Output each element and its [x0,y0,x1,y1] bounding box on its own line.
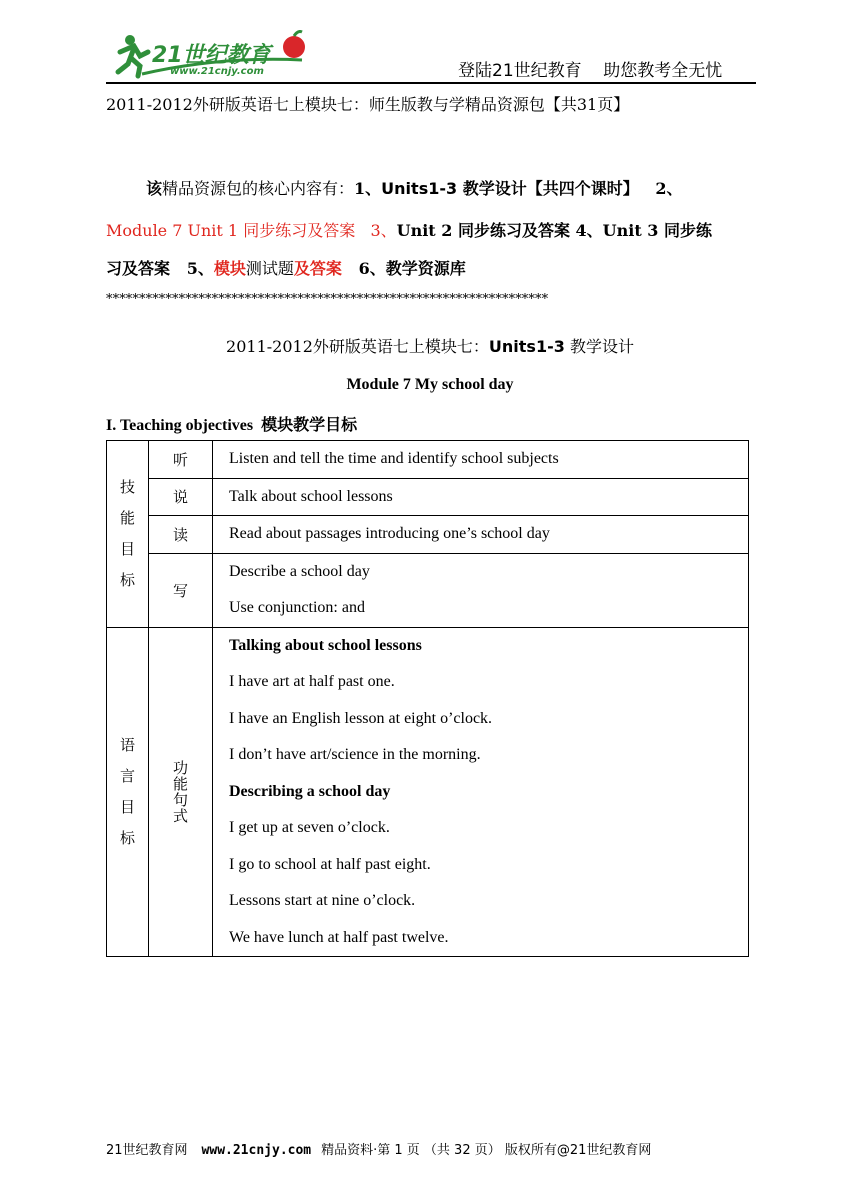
content-line: We have lunch at half past twelve. [229,928,449,946]
content-subheading: Talking about school lessons [229,636,422,654]
footer-left: 21世纪教育网 [106,1143,188,1158]
objectives-table [106,440,749,957]
skill-sub-cell: 听 [149,441,213,479]
skill-sub-cell: 读 [149,516,213,554]
header-slogan: 登陆21世纪教育 助您教考全无忧 [458,61,723,81]
section-title-part: 2011-2012外研版英语七上模块七： [226,337,489,356]
intro-line-3 [106,256,466,279]
skill-content-cell [213,516,749,554]
category-char: 技 [119,477,135,496]
footer-right: 精品资料·第 1 页 （共 32 页） 版权所有@21世纪教育网 [321,1143,652,1158]
module-title: Module 7 My school day [346,376,514,393]
objectives-heading-zh: 模块教学目标 [261,415,358,434]
content-line: Describe a school day [229,562,370,580]
skill-content-cell [213,478,749,516]
category-char: 式 [172,806,188,825]
category-char: 目 [119,539,135,558]
intro-line-2 [106,218,712,241]
intro-text: Unit 2 同步练习及答案 4、Unit 3 同步练 [396,221,713,240]
category-char: 言 [119,766,135,785]
content-line: Use conjunction: and [229,599,365,616]
site-logo[interactable] [112,30,312,82]
category-char: 句 [172,790,188,809]
content-line: I get up at seven o’clock. [229,819,390,836]
footer-site-link[interactable]: www.21cnjy.com [201,1143,312,1158]
intro-text: Units1-3 [381,179,458,198]
intro-text: 精品资源包的核心内容有： [162,179,355,198]
objectives-heading [106,412,357,435]
category-char: 语 [119,735,135,754]
intro-text: 模块 [213,259,246,278]
content-line: I don’t have art/science in the morning. [229,746,481,763]
content-subheading: Describing a school day [229,782,391,800]
content-line: I have an English lesson at eight o’clock. [229,709,493,727]
intro-text: 该 [146,179,163,198]
category-char: 标 [119,570,135,589]
intro-text: 习及答案 5、 [106,259,214,278]
intro-text: 教学设计【共四个课时】 2、 [457,179,683,198]
content-line: Lessons start at nine o’clock. [229,892,416,909]
content-line: I have art at half past one. [229,673,395,690]
skill-content-cell [213,553,749,627]
table-row [107,478,749,516]
section-title-part: Units1-3 [488,337,565,356]
language-content-cell [213,627,749,957]
category-char: 目 [119,797,135,816]
content-line: Read about passages introducing one’s school day [229,525,550,542]
table-row [107,627,749,957]
logo-url: www.21cnjy.com [170,66,264,77]
content-line: Talk about school lessons [229,487,393,505]
function-category-cell [149,627,213,957]
intro-text: Module 7 Unit 1 同步练习及答案 3、 [106,221,397,240]
intro-text: 6、教学资源库 [341,259,466,278]
intro-text: 测试题 [245,259,294,278]
section-title [0,334,860,357]
skill-sub-cell: 说 [149,478,213,516]
star-separator: ******************************************************************* [106,292,549,307]
category-char: 功 [172,758,188,777]
intro-text: 1、 [354,179,382,198]
table-row [107,441,749,479]
header-divider [106,82,756,84]
skill-content-cell [213,441,749,479]
page-footer [106,1139,651,1158]
language-category-cell [107,627,149,957]
category-char: 标 [119,828,135,847]
category-char: 能 [119,508,135,527]
logo-text: 21世纪教育 [152,43,271,68]
document-title: 2011-2012外研版英语七上模块七：师生版教与学精品资源包【共31页】 [106,95,630,114]
skills-category-cell [107,441,149,628]
intro-text: 及答案 [293,259,342,278]
intro-line-1 [146,176,683,199]
content-line: I go to school at half past eight. [229,855,431,873]
category-char: 能 [172,774,188,793]
table-row [107,516,749,554]
objectives-heading-en: I. Teaching objectives [106,417,254,434]
skill-sub-cell: 写 [149,553,213,627]
section-title-part: 教学设计 [564,337,634,356]
content-line: Listen and tell the time and identify school subjects [229,450,559,467]
